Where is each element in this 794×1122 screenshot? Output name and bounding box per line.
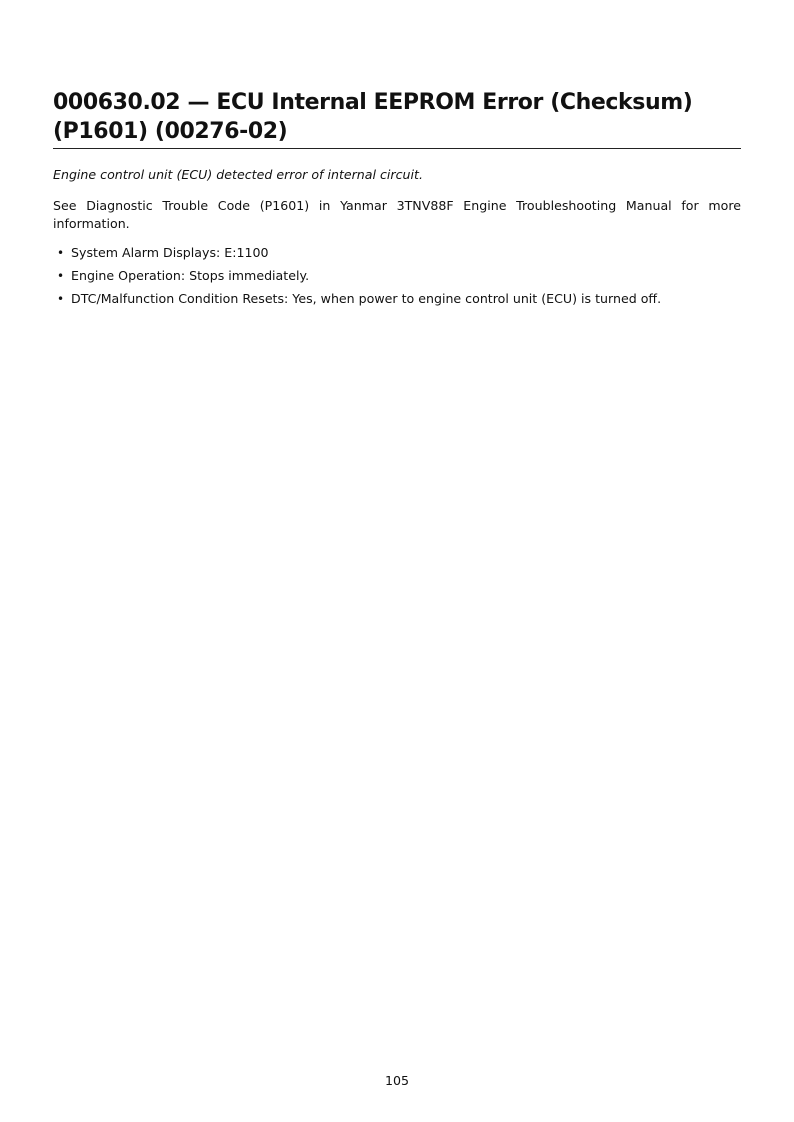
bullet-icon: • (57, 292, 65, 306)
list-item (53, 267, 741, 285)
bullet-icon: • (57, 269, 65, 283)
list-item (53, 290, 741, 308)
bullet-icon: • (57, 246, 65, 260)
document-page (53, 88, 741, 313)
page-number: 105 (384, 1073, 410, 1088)
page-title: 000630.02 — ECU Internal EEPROM Error (Checksum) (P1601) (00276-02) (53, 90, 693, 144)
description-text: Engine control unit (ECU) detected error of internal circuit. (53, 167, 423, 182)
list-item-text: DTC/Malfunction Condition Resets: Yes, when power to engine control unit (ECU) is turned off. (71, 291, 662, 306)
title-divider (53, 148, 741, 149)
list-item (53, 244, 741, 262)
condition-list (53, 244, 741, 308)
reference-paragraph: See Diagnostic Trouble Code (P1601) in Yanmar 3TNV88F Engine Troubleshooting Manual for more information. (53, 198, 741, 231)
list-item-text: System Alarm Displays: E:1100 (71, 245, 269, 260)
list-item-text: Engine Operation: Stops immediately. (71, 268, 310, 283)
